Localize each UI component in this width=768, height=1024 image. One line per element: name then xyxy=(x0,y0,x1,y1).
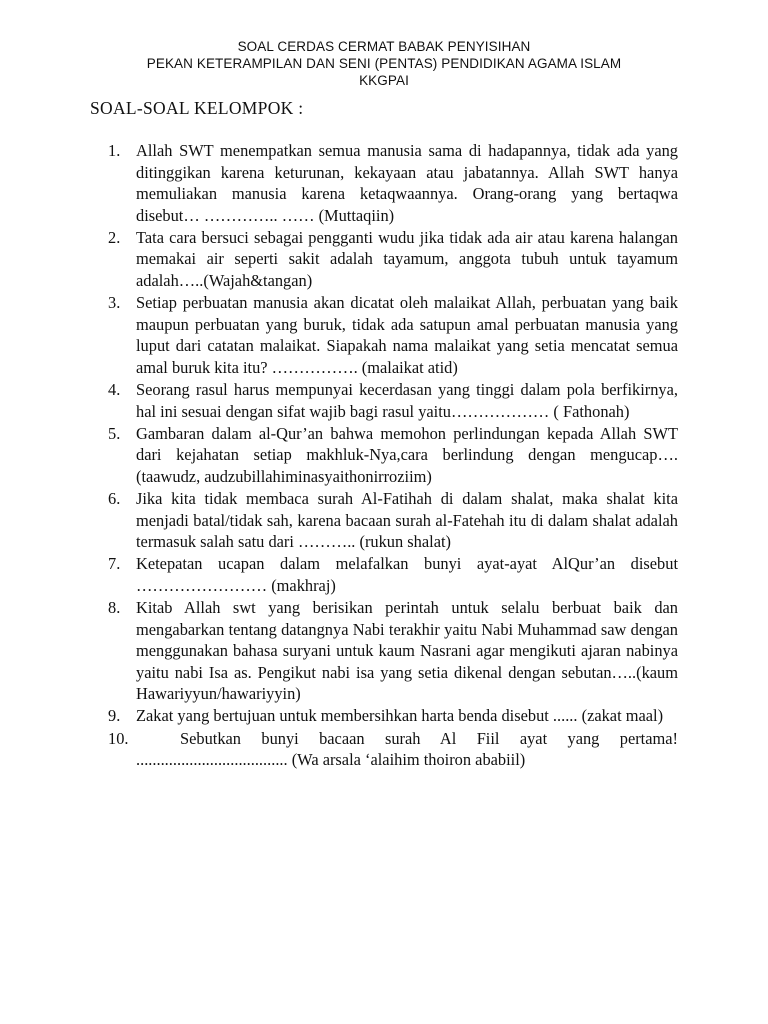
question-item-2 xyxy=(108,227,678,292)
question-item-9 xyxy=(108,705,678,727)
question-number: 7. xyxy=(108,554,121,574)
question-number: 10. xyxy=(108,728,129,748)
question-item-8 xyxy=(108,597,678,705)
question-text: Seorang rasul harus mempunyai kecerdasan yang tinggi dalam pola berfikirnya, hal ini sesuai dengan sifat wajib bagi rasul yaitu……………… ( Fathonah) xyxy=(136,380,678,421)
question-item-5 xyxy=(108,423,678,488)
question-item-3 xyxy=(108,292,678,378)
question-number: 1. xyxy=(108,141,121,160)
question-number: 8. xyxy=(108,597,121,617)
question-item-10 xyxy=(108,728,678,771)
question-item-6 xyxy=(108,488,678,553)
question-number: 2. xyxy=(108,227,121,247)
question-text: Tata cara bersuci sebagai pengganti wudu jika tidak ada air atau karena halangan memakai air seperti sakit adalah tayamum, anggota tubuh untuk tayamum adalah…..(Wajah&tangan) xyxy=(136,227,678,291)
question-text: Sebutkan bunyi bacaan surah Al Fiil ayat yang pertama! ..................................... (Wa arsala ‘alaihim thoiron ababiil) xyxy=(136,728,678,770)
question-number: 4. xyxy=(108,380,121,400)
document-header xyxy=(0,38,768,89)
question-number: 5. xyxy=(108,423,121,443)
question-text: Gambaran dalam al-Qur’an bahwa memohon perlindungan kepada Allah SWT dari kejahatan setiap makhluk-Nya,cara berlindung dengan mengucap….(taawudz, audzubillahiminasyaithonirroziim) xyxy=(136,423,678,486)
question-text: Zakat yang bertujuan untuk membersihkan harta benda disebut ...... (zakat maal) xyxy=(136,706,664,726)
question-text: Setiap perbuatan manusia akan dicatat oleh malaikat Allah, perbuatan yang baik maupun perbuatan yang buruk, tidak ada satupun amal perbuatan manusia yang luput dari catatan malaikat. Siapakah nama malaikat yang setia mencatat semua amal buruk kita itu? ……………. (malaikat atid) xyxy=(136,293,678,377)
question-number: 9. xyxy=(108,706,121,726)
header-line-1: SOAL CERDAS CERMAT BABAK PENYISIHAN xyxy=(237,39,531,54)
question-item-1 xyxy=(108,140,678,226)
question-text: Allah SWT menempatkan semua manusia sama di hadapannya, tidak ada yang ditinggikan karena keturunan, kekayaan atau jabatannya. Allah SWT hanya memuliakan manusia karena ketaqwaannya. Orang-orang yang bertaqwa disebut… ………….. …… (Muttaqiin) xyxy=(136,141,678,225)
question-item-7 xyxy=(108,553,678,596)
section-title: SOAL-SOAL KELOMPOK : xyxy=(90,98,304,118)
header-line-3: KKGPAI xyxy=(359,73,409,88)
question-text: Jika kita tidak membaca surah Al-Fatihah di dalam shalat, maka shalat kita menjadi batal/tidak sah, karena bacaan surah al-Fatehah itu di dalam shalat adalah termasuk salah satu dari ……….. (rukun shalat) xyxy=(136,489,678,552)
question-item-4 xyxy=(108,379,678,422)
question-number: 6. xyxy=(108,489,121,508)
question-text: Ketepatan ucapan dalam melafalkan bunyi ayat-ayat AlQur’an disebut …………………… (makhraj) xyxy=(136,554,678,595)
question-list xyxy=(108,140,678,771)
question-number: 3. xyxy=(108,293,121,313)
header-line-2: PEKAN KETERAMPILAN DAN SENI (PENTAS) PENDIDIKAN AGAMA ISLAM xyxy=(146,56,622,71)
question-text: Kitab Allah swt yang berisikan perintah untuk selalu berbuat baik dan mengabarkan tentang datangnya Nabi terakhir yaitu Nabi Muhammad saw dengan menggunakan bahasa suryani untuk kaum Nasrani agar mengikuti ajaran nabinya yaitu nabi Isa as. Pengikut nabi isa yang setia dikenal dengan sebutan…..(kaum Hawariyyun/hawariyyin) xyxy=(136,597,678,704)
